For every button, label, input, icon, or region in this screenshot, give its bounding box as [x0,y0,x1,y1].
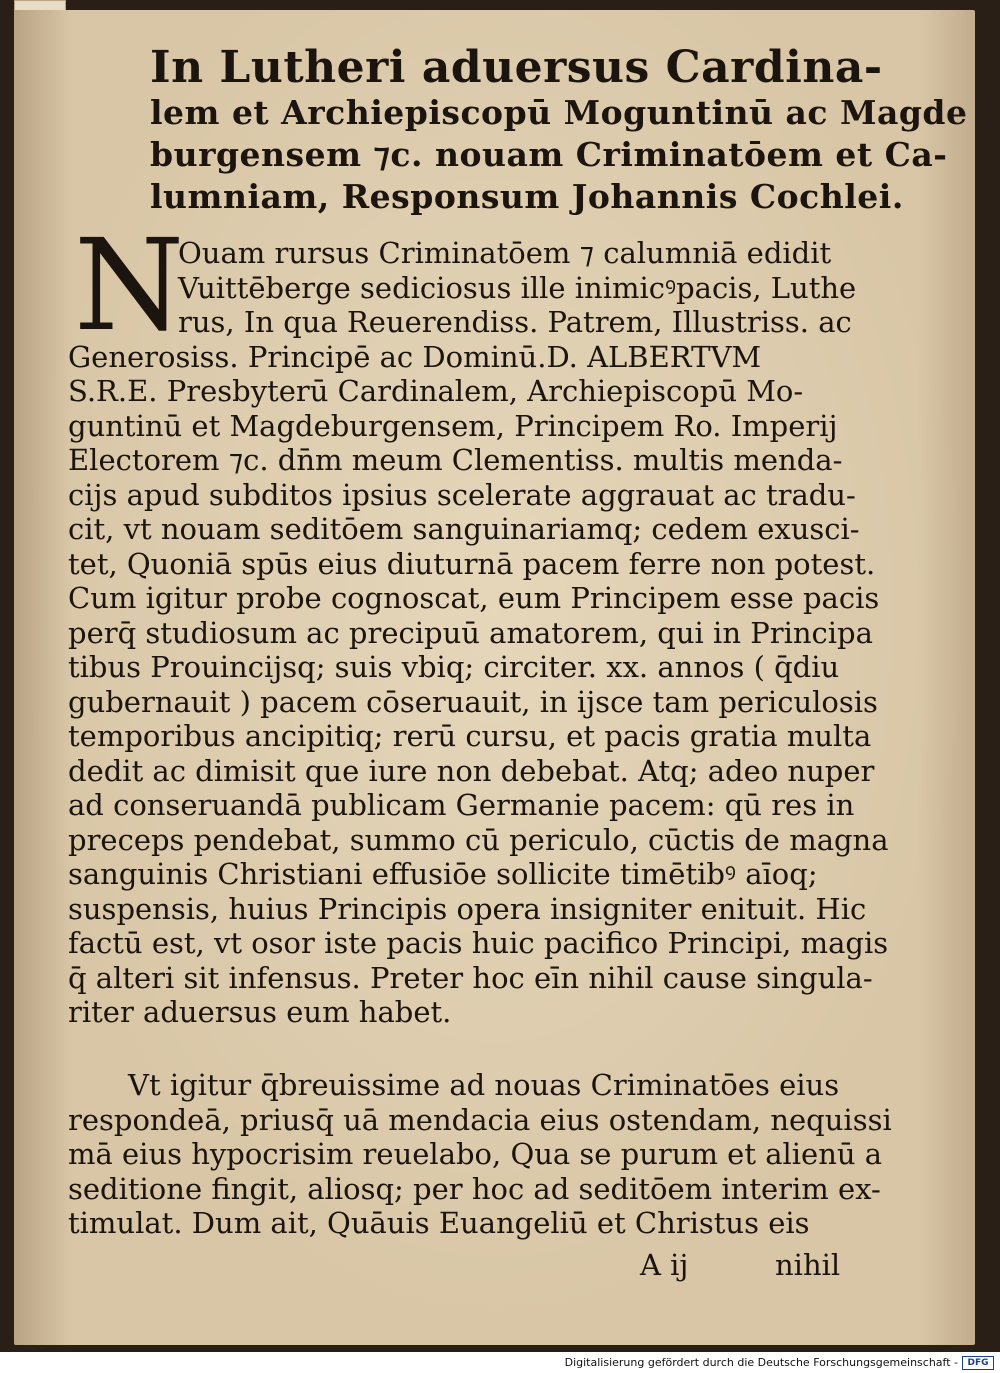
text-line: dedit ac dimisit que iure non debebat. Atq; adeo nuper [68,753,875,788]
text-line: gubernauit ) pacem cōseruauit, in ijsce tam periculosis [68,684,878,719]
text-line: ad conseruandā publicam Germanie pacem: qū res in [68,788,855,822]
title-line-1: In Lutheri aduersus Cardina- [150,42,883,93]
text-line: Ouam rursus Criminatōem ⁊ calumniā edidit [178,236,832,270]
text-line: tibus Prouincijsq; suis vbiq; circiter. xx. annos ( q̄diu [68,650,840,684]
text-line: Vt igitur q̄breuissime ad nouas Criminatōes eius [128,1068,840,1102]
text-line: respondeā, priusq̄ uā mendacia eius ostendam, nequissi [68,1102,892,1137]
drop-capital: N [74,212,185,359]
title-block [150,42,968,218]
catchword: nihil [775,1248,841,1282]
digitization-footer [0,1352,1000,1373]
text-line: S.R.E. Presbyterū Cardinalem, Archiepiscopū Mo- [68,374,804,408]
text-line: riter aduersus eum habet. [68,995,452,1029]
text-line: sanguinis Christiani effusiōe sollicite timētibꝰ aīoq; [68,857,818,891]
text-line: guntinū et Magdeburgensem, Principem Ro. Imperij [68,408,838,443]
text-line: perq̄ studiosum ac precipuū amatorem, qui in Principa [68,615,873,650]
dfg-logo: DFG [962,1356,994,1370]
paragraph-1 [68,212,889,1030]
text-line: temporibus ancipitiq; rerū cursu, et pacis gratia multa [68,719,872,753]
text-line: Electorem ⁊c. dn̄m meum Clementiss. multis menda- [68,443,843,477]
text-line: Generosiss. Principē ac Dominū.D. ALBERTVM [68,339,762,374]
text-line: seditione fingit, aliosq; per hoc ad seditōem interim ex- [68,1171,881,1206]
funding-notice: Digitalisierung gefördert durch die Deutsche Forschungsgemeinschaft - [564,1356,958,1369]
paragraph-2 [68,1068,892,1241]
text-line: q̄ alteri sit infensus. Preter hoc eīn nihil cause singula- [68,960,873,995]
text-line: Cum igitur probe cognoscat, eum Principem esse pacis [68,581,880,615]
text-line: tet, Quoniā spūs eius diuturnā pacem ferre non potest. [68,546,876,581]
title-line-3: burgensem ⁊c. nouam Criminatōem et Ca- [150,135,948,174]
text-line: cit, vt nouam seditōem sanguinariamq; cedem exusci- [68,512,860,546]
signature-mark: A ij [640,1248,689,1282]
text-line: timulat. Dum ait, Quāuis Euangeliū et Christus eis [68,1206,810,1240]
title-line-4: lumniam, Responsum Johannis Cochlei. [150,177,904,216]
text-line: factū est, vt osor iste pacis huic pacifico Principi, magis [68,926,889,960]
text-line: rus, In qua Reuerendiss. Patrem, Illustriss. ac [178,305,852,339]
text-line: mā eius hypocrisim reuelabo, Qua se purum et alienū a [68,1137,883,1171]
text-line: suspensis, huius Principis opera insigniter enituit. Hic [68,891,867,926]
text-line: cijs apud subditos ipsius scelerate aggrauat ac tradu- [68,477,856,512]
title-line-2: lem et Archiepiscopū Moguntinū ac Magde [150,93,968,132]
text-line: Vuittēberge sediciosus ille inimicꝰpacis, Luthe [178,270,857,305]
text-line: preceps pendebat, summo cū periculo, cūctis de magna [68,822,889,857]
